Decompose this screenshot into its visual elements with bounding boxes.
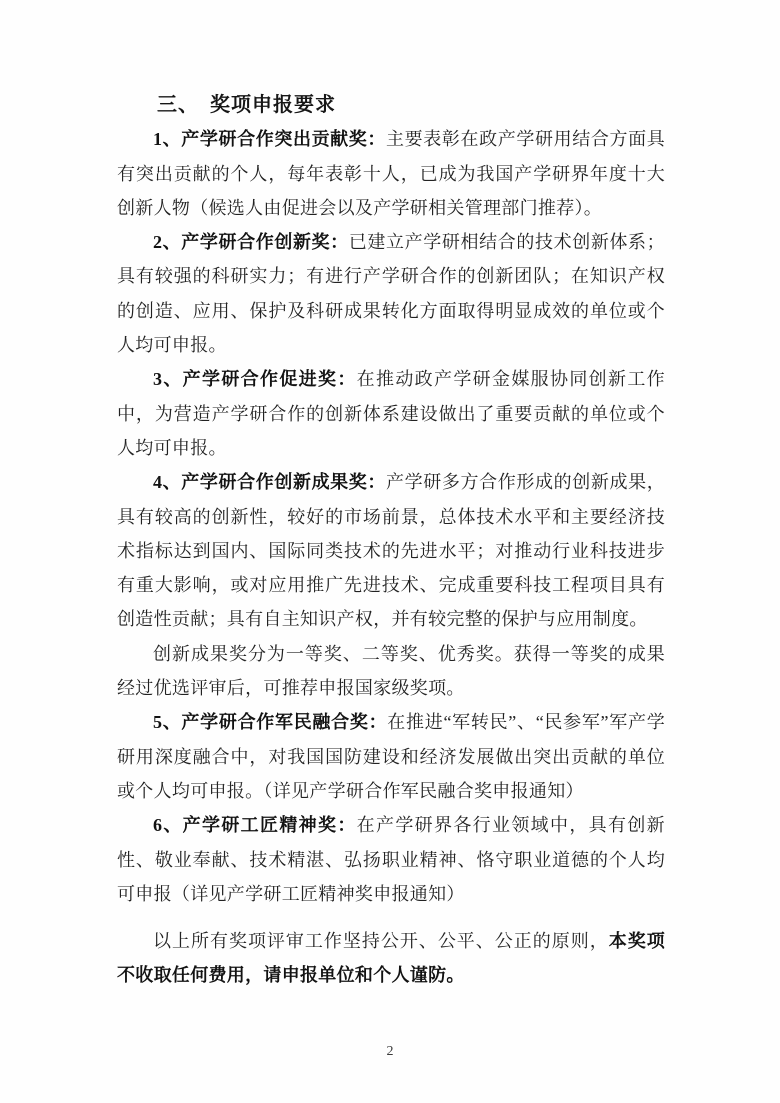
award-3-title: 3、产学研合作促进奖： — [153, 369, 357, 390]
award-1-title: 1、产学研合作突出贡献奖： — [153, 129, 387, 150]
review-notice-bold-tail: 本奖项不收取任何费用，请申报单位和个人谨防。 — [117, 931, 665, 986]
section-heading: 三、 奖项申报要求 — [157, 94, 336, 116]
award-grades-text: 创新成果奖分为一等奖、二等奖、优秀奖。获得一等奖的成果经过优选评审后，可推荐申报国家级奖项。 — [117, 643, 665, 699]
award-6-title: 6、产学研工匠精神奖： — [153, 815, 357, 836]
award-2-description: 已建立产学研相结合的技术创新体系；具有较强的科研实力；有进行产学研合作的创新团队；在知识产权的创造、应用、保护及科研成果转化方面取得明显成效的单位或个人均可申报。 — [117, 232, 665, 356]
award-1-description: 主要表彰在政产学研用结合方面具有突出贡献的个人，每年表彰十人，已成为我国产学研界年度十大创新人物（候选人由促进会以及产学研相关管理部门推荐）。 — [117, 129, 666, 218]
paragraph-review-notice — [117, 924, 665, 993]
award-5-title: 5、产学研合作军民融合奖： — [153, 712, 388, 733]
document-body — [117, 88, 665, 993]
review-notice-text: 以上所有奖项评审工作坚持公开、公平、公正的原则， — [153, 931, 609, 952]
award-2-title: 2、产学研合作创新奖： — [153, 232, 349, 253]
paragraph-award-2 — [117, 225, 665, 362]
paragraph-award-3 — [117, 362, 665, 465]
paragraph-award-1 — [117, 122, 665, 225]
award-3-description: 在推动政产学研金媒服协同创新工作中，为营造产学研合作的创新体系建设做出了重要贡献的单位或个人均可申报。 — [117, 369, 665, 458]
award-5-description: 在推进“军转民”、“民参军”军产学研用深度融合中，对我国国防建设和经济发展做出突出贡献的单位或个人均可申报。（详见产学研合作军民融合奖申报通知） — [117, 712, 665, 801]
page-number: 2 — [386, 1044, 394, 1059]
award-6-description: 在产学研界各行业领域中，具有创新性、敬业奉献、技术精湛、弘扬职业精神、恪守职业道德的个人均可申报（详见产学研工匠精神奖申报通知） — [117, 815, 665, 904]
paragraph-award-4 — [117, 465, 665, 636]
paragraph-award-grades — [117, 637, 665, 706]
paragraph-award-5 — [117, 705, 665, 808]
award-4-title: 4、产学研合作创新成果奖： — [153, 472, 387, 493]
paragraph-award-6 — [117, 808, 665, 911]
award-4-description: 产学研多方合作形成的创新成果，具有较高的创新性，较好的市场前景，总体技术水平和主要经济技术指标达到国内、国际同类技术的先进水平；对推动行业科技进步有重大影响，或对应用推广先进技术、完成重要科技工程项目具有创造性贡献；具有自主知识产权，并有较完整的保护与应用制度。 — [117, 472, 666, 630]
